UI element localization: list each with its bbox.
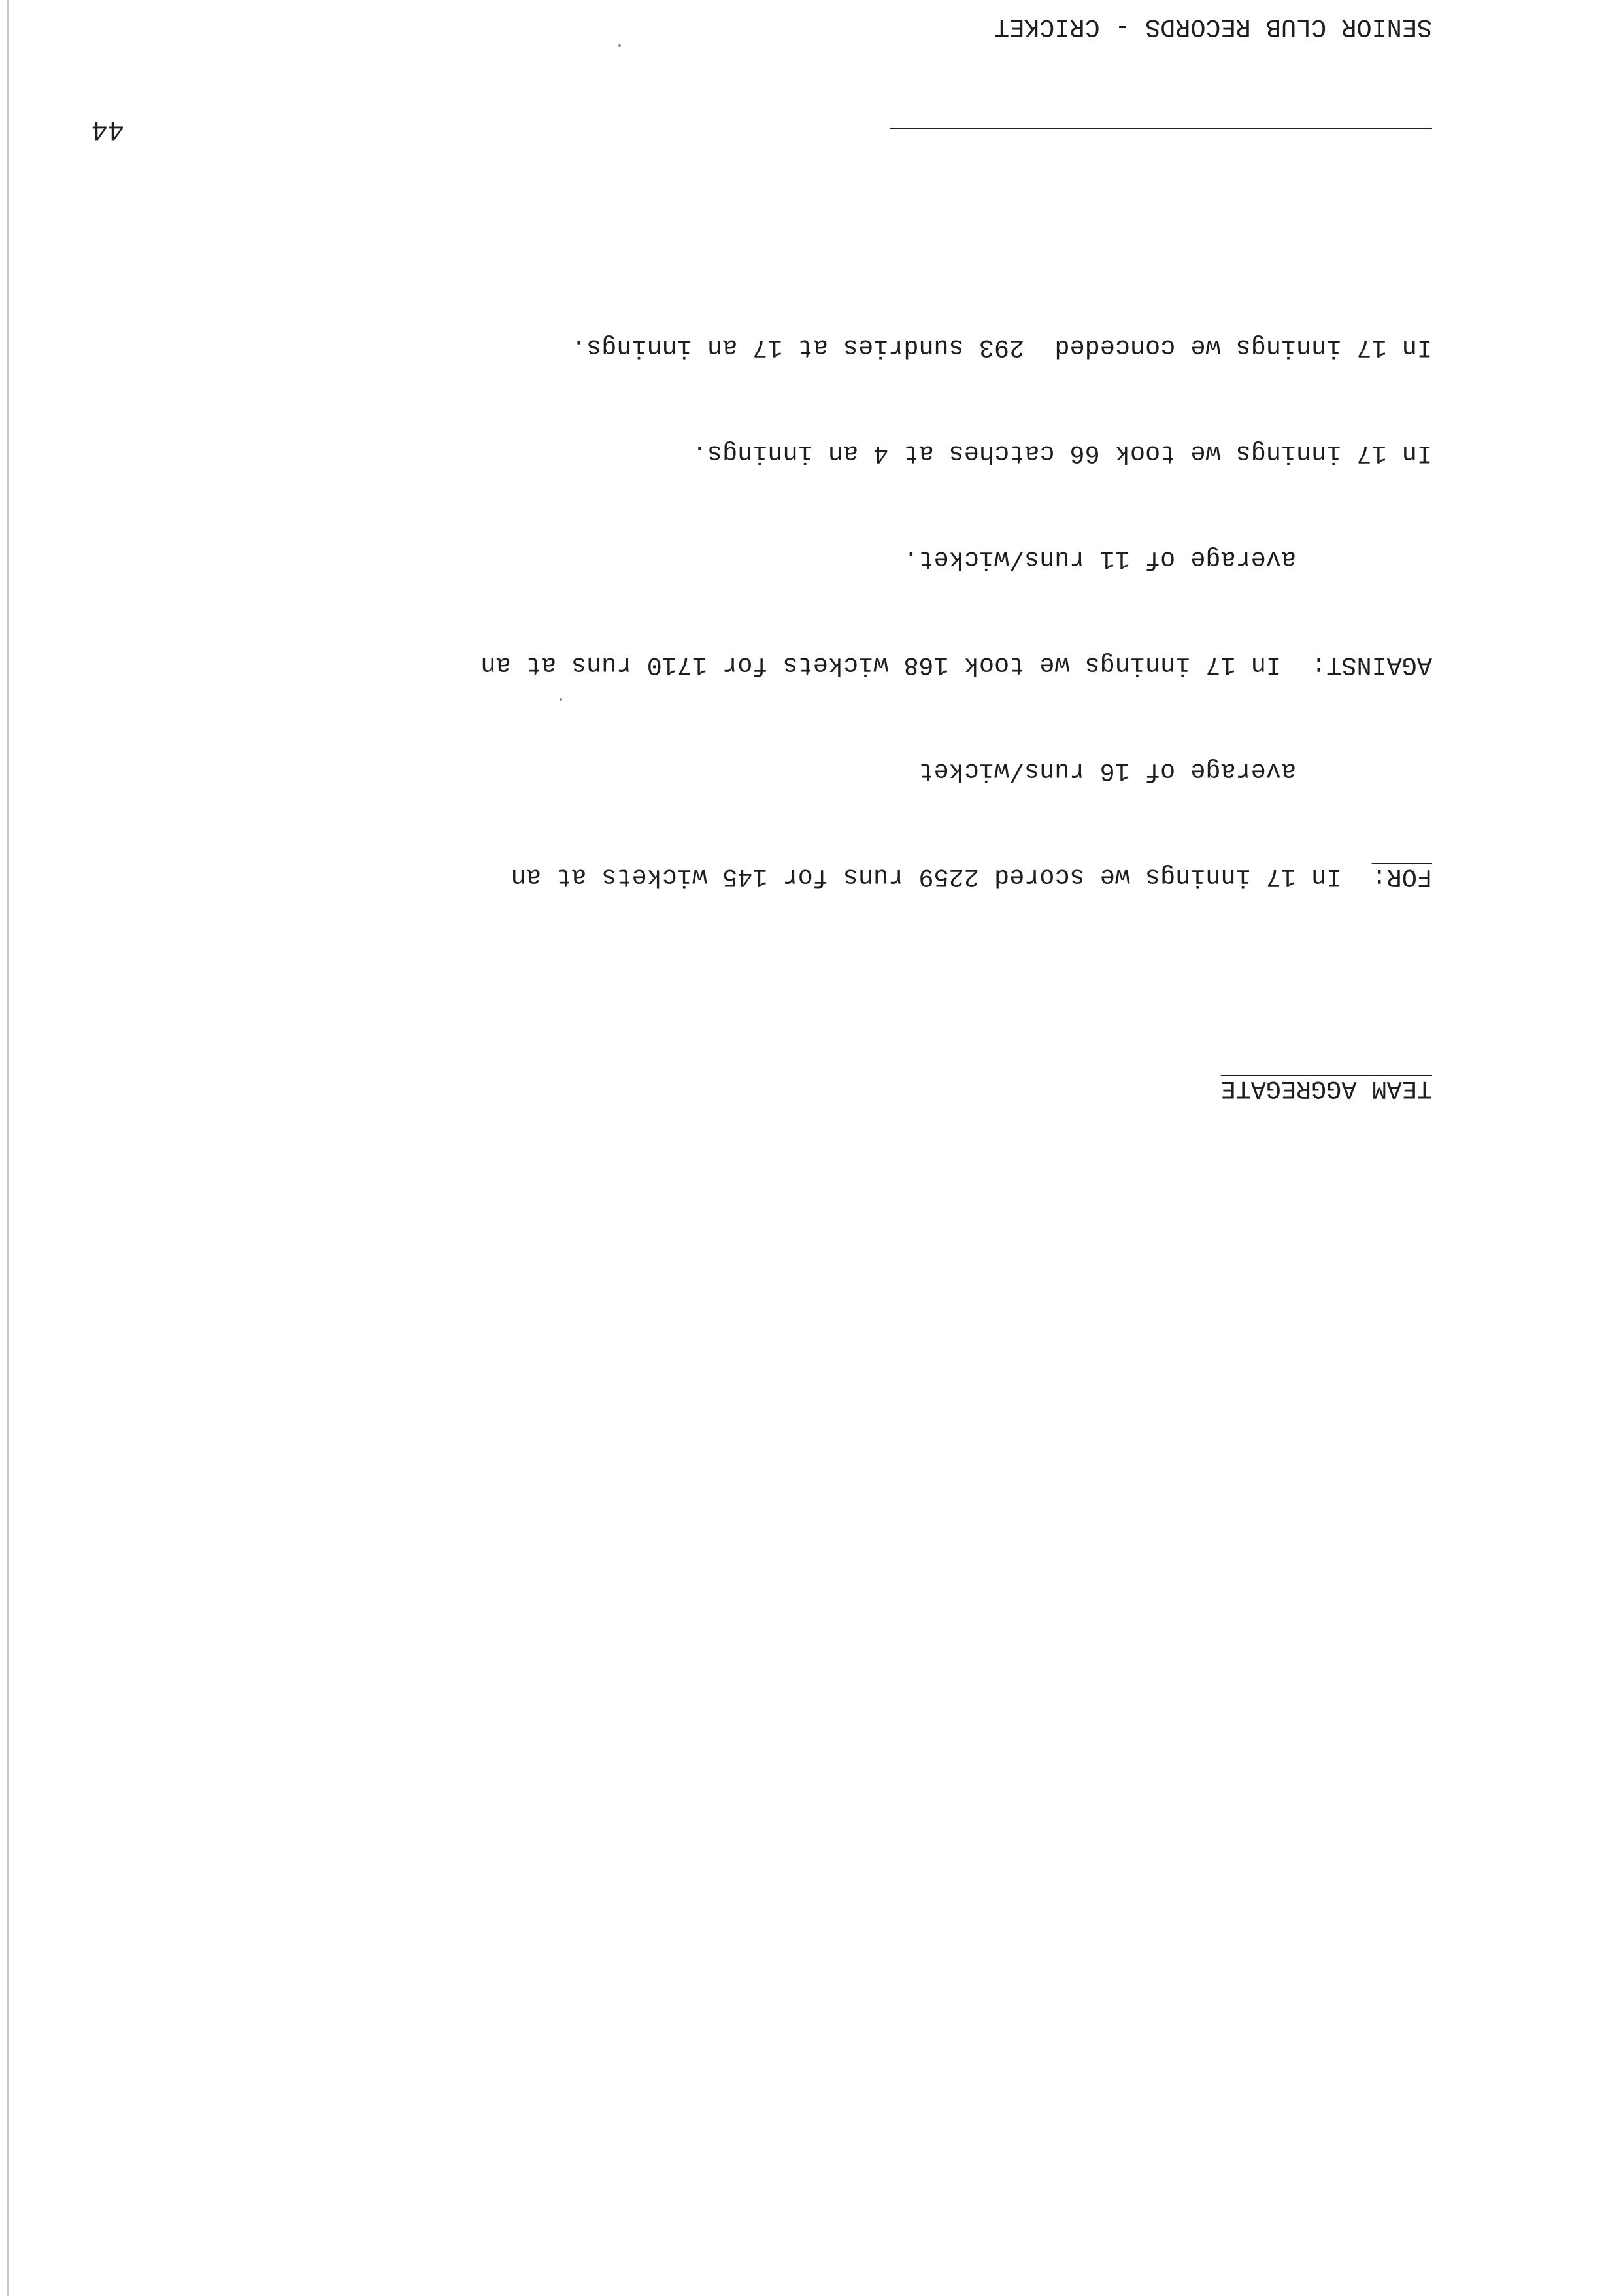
scan-edge	[7, 0, 9, 2296]
for-line-2: average of 16 runs/wicket	[918, 756, 1296, 785]
page-number: 44	[91, 114, 124, 145]
senior-records-rule-row	[151, 98, 1432, 133]
document-body	[151, 0, 1432, 1177]
for-line-1	[151, 859, 1432, 894]
team-aggregate-heading: TEAM AGGREGATE	[1220, 1074, 1432, 1103]
for-label: FOR:	[1371, 862, 1432, 891]
senior-records-heading: SENIOR CLUB RECORDS - CRICKET	[994, 12, 1432, 41]
sundries-line: In 17 innings we conceded 293 sundries at 17 an innings.	[571, 333, 1432, 362]
heading-rule	[890, 128, 1432, 129]
for-text: In 17 innings we scored 2259 runs for 145 wickets at an	[510, 862, 1372, 891]
catches-line: In 17 innings we took 66 catches at 4 an innings.	[692, 439, 1432, 467]
against-line-1	[151, 647, 1432, 683]
against-label: AGAINST:	[1311, 650, 1432, 679]
against-line-2: average of 11 runs/wicket.	[903, 545, 1296, 573]
against-text: In 17 innings we took 168 wickets for 1710 runs at an	[480, 650, 1312, 679]
